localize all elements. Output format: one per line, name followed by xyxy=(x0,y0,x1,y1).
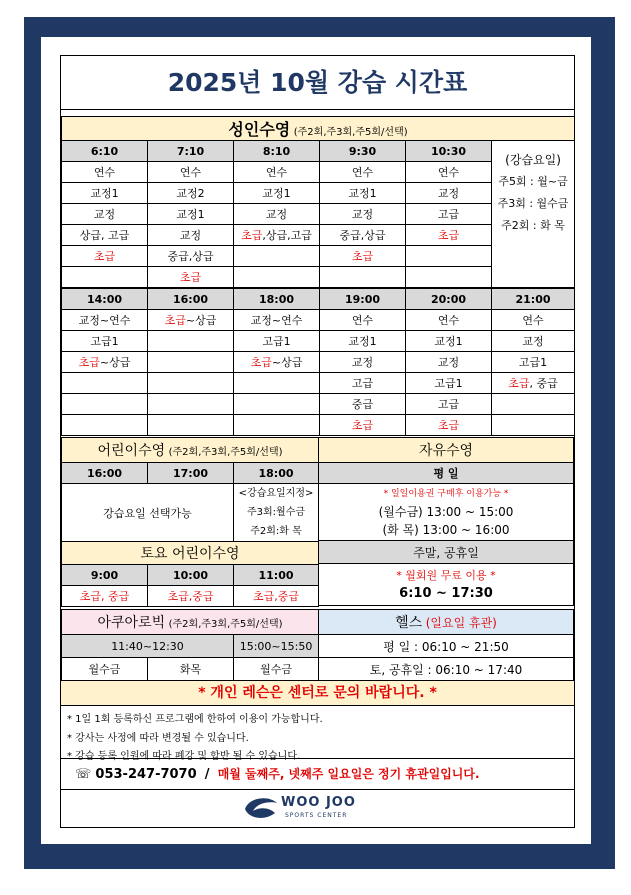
morning-class: 교정 xyxy=(406,183,492,204)
free-weekend-note: * 월회원 무료 이용 * xyxy=(396,568,496,582)
morning-class: 초급 xyxy=(406,225,492,246)
morning-time: 7:10 xyxy=(148,141,234,162)
evening-class: 교정 xyxy=(320,352,406,373)
logo xyxy=(241,793,401,823)
kids-time: 17:00 xyxy=(148,463,234,484)
aerobic-section-header xyxy=(62,610,319,635)
note-line: * 1일 1회 등록하신 프로그램에 한하여 이용이 가능합니다. xyxy=(67,714,323,725)
lesson-banner: * 개인 레슨은 센터로 문의 바랍니다. * xyxy=(61,680,574,706)
evening-class: 중급 xyxy=(320,394,406,415)
saturday-section-header xyxy=(62,542,319,565)
morning-class: 교정 xyxy=(148,225,234,246)
evening-class xyxy=(148,331,234,352)
evening-class: 고급 xyxy=(320,373,406,394)
kids-title: 어린이수영 xyxy=(97,443,166,459)
aerobic-time: 11:40~12:30 xyxy=(62,635,234,658)
footer xyxy=(61,758,574,790)
health-section-header xyxy=(319,610,574,635)
morning-class: 교정2 xyxy=(148,183,234,204)
evening-class: 교정1 xyxy=(320,331,406,352)
aerobic-title: 아쿠아로빅 xyxy=(97,615,166,631)
evening-class xyxy=(234,373,320,394)
lesson-days-line: 주2회 : 화 목 xyxy=(501,219,565,232)
evening-class: 교정 xyxy=(406,352,492,373)
free-weekday-info xyxy=(319,484,574,541)
evening-class: 고급1 xyxy=(62,331,148,352)
evening-class xyxy=(148,352,234,373)
morning-class: 교정1 xyxy=(320,183,406,204)
morning-class: 연수 xyxy=(406,162,492,183)
lesson-days-line: 주3회 : 월수금 xyxy=(497,197,569,210)
aerobic-days: 월수금 xyxy=(234,658,319,681)
morning-class: 연수 xyxy=(62,162,148,183)
saturday-time: 9:00 xyxy=(62,565,148,586)
logo-mark-icon xyxy=(241,793,281,823)
free-title: 자유수영 xyxy=(418,443,474,459)
morning-class: 중급,상급 xyxy=(148,246,234,267)
morning-class: 교정1 xyxy=(234,183,320,204)
evening-time: 19:00 xyxy=(320,289,406,310)
kids-section-header xyxy=(62,438,319,463)
evening-class xyxy=(148,394,234,415)
morning-class xyxy=(234,246,320,267)
health-subtitle: (일요일 휴관) xyxy=(425,616,497,630)
lesson-days-line: (강습요일) xyxy=(505,153,561,167)
adult-evening-table xyxy=(61,288,575,436)
kids-day-choice: 강습요일 선택가능 xyxy=(62,484,234,542)
morning-class xyxy=(320,267,406,288)
evening-class xyxy=(62,394,148,415)
kids-table xyxy=(61,437,319,607)
evening-class xyxy=(148,373,234,394)
saturday-time: 10:00 xyxy=(148,565,234,586)
evening-class: 초급~상급 xyxy=(62,352,148,373)
adult-subtitle: (주2회,주3회,주5회/선택) xyxy=(293,127,408,138)
note-line: * 강사는 사정에 따라 변경될 수 있습니다. xyxy=(67,733,249,744)
aerobic-table xyxy=(61,609,319,681)
morning-class: 교정1 xyxy=(148,204,234,225)
free-weekend-label: 주말, 공휴일 xyxy=(319,541,574,564)
evening-class: 연수 xyxy=(406,310,492,331)
page-title: 2025년 10월 강습 시간표 xyxy=(61,56,574,110)
evening-class: 고급1 xyxy=(234,331,320,352)
evening-time: 20:00 xyxy=(406,289,492,310)
aerobic-time: 15:00~15:50 xyxy=(234,635,319,658)
free-weekday-label: 평 일 xyxy=(319,463,574,484)
morning-class: 상급, 고급 xyxy=(62,225,148,246)
evening-class: 초급 xyxy=(320,415,406,436)
kids-fixed-line: 주2회:화 목 xyxy=(250,526,302,537)
adult-title: 성인수영 xyxy=(228,120,291,139)
free-line: (월수금) 13:00 ~ 15:00 xyxy=(378,505,514,519)
evening-class xyxy=(492,394,575,415)
saturday-level: 초급, 중급 xyxy=(62,586,148,607)
evening-class xyxy=(148,415,234,436)
logo-name: WOO JOO xyxy=(281,795,356,810)
morning-class xyxy=(406,246,492,267)
closed-notice: 매월 둘째주, 넷째주 일요일은 정기 휴관일입니다. xyxy=(217,767,480,781)
aerobic-subtitle: (주2회,주3회,주5회/선택) xyxy=(168,619,283,630)
evening-time: 18:00 xyxy=(234,289,320,310)
evening-class: 교정 xyxy=(492,331,575,352)
evening-class: 연수 xyxy=(320,310,406,331)
evening-class xyxy=(62,415,148,436)
phone-number: 053-247-7070 xyxy=(95,767,197,782)
kids-fixed-days xyxy=(234,484,319,542)
evening-time: 21:00 xyxy=(492,289,575,310)
morning-class xyxy=(406,267,492,288)
health-line: 토, 공휴일 : 06:10 ~ 17:40 xyxy=(319,658,574,681)
saturday-title: 토요 어린이수영 xyxy=(140,546,240,562)
free-swim-table xyxy=(318,437,574,606)
evening-class: 초급~상급 xyxy=(148,310,234,331)
free-weekend-time: 6:10 ~ 17:30 xyxy=(399,585,493,601)
note-line: * 강습 등록 인원에 따라 폐강 및 합반 될 수 있습니다. xyxy=(67,751,301,762)
evening-class xyxy=(492,415,575,436)
kids-time: 16:00 xyxy=(62,463,148,484)
evening-time: 16:00 xyxy=(148,289,234,310)
health-line: 평 일 : 06:10 ~ 21:50 xyxy=(319,635,574,658)
evening-class xyxy=(62,373,148,394)
aerobic-days: 월수금 xyxy=(62,658,148,681)
evening-class: 초급 xyxy=(406,415,492,436)
morning-class: 교정 xyxy=(320,204,406,225)
evening-class: 고급1 xyxy=(406,373,492,394)
evening-time: 14:00 xyxy=(62,289,148,310)
morning-class: 교정 xyxy=(234,204,320,225)
morning-class xyxy=(234,267,320,288)
adult-section-header xyxy=(62,117,575,141)
free-note: * 일일이용권 구매후 이용가능 * xyxy=(383,489,509,499)
kids-time: 18:00 xyxy=(234,463,319,484)
morning-time: 8:10 xyxy=(234,141,320,162)
adult-morning-table xyxy=(61,116,575,288)
morning-class: 초급 xyxy=(148,267,234,288)
morning-class: 중급,상급 xyxy=(320,225,406,246)
saturday-time: 11:00 xyxy=(234,565,319,586)
morning-time: 10:30 xyxy=(406,141,492,162)
evening-class: 교정~연수 xyxy=(234,310,320,331)
evening-class: 초급~상급 xyxy=(234,352,320,373)
morning-class: 초급,상급,고급 xyxy=(234,225,320,246)
phone-icon: ☏ xyxy=(75,767,92,782)
logo-sub: SPORTS CENTER xyxy=(285,812,348,819)
morning-class: 교정 xyxy=(62,204,148,225)
free-line: (화 목) 13:00 ~ 16:00 xyxy=(382,523,510,537)
evening-class: 초급, 중급 xyxy=(492,373,575,394)
evening-class xyxy=(234,415,320,436)
free-weekend-info xyxy=(319,564,574,606)
morning-class: 초급 xyxy=(320,246,406,267)
aerobic-days: 화목 xyxy=(148,658,234,681)
kids-fixed-line: 주3회:월수금 xyxy=(246,507,306,518)
morning-class xyxy=(62,267,148,288)
evening-class: 교정1 xyxy=(406,331,492,352)
kids-fixed-line: <강습요일지정> xyxy=(238,488,314,499)
schedule-sheet xyxy=(60,55,575,828)
free-section-header xyxy=(319,438,574,463)
evening-class: 고급1 xyxy=(492,352,575,373)
morning-class: 연수 xyxy=(320,162,406,183)
morning-class: 교정1 xyxy=(62,183,148,204)
lesson-days-line: 주5회 : 월~금 xyxy=(498,175,568,188)
morning-class: 연수 xyxy=(148,162,234,183)
saturday-level: 초급,중급 xyxy=(148,586,234,607)
health-title: 헬스 xyxy=(395,615,423,631)
evening-class xyxy=(234,394,320,415)
morning-class: 고급 xyxy=(406,204,492,225)
health-table xyxy=(318,609,574,681)
kids-subtitle: (주2회,주3회,주5회/선택) xyxy=(168,447,283,458)
evening-class: 고급 xyxy=(406,394,492,415)
evening-class: 교정~연수 xyxy=(62,310,148,331)
saturday-level: 초급,중급 xyxy=(234,586,319,607)
lesson-days-info xyxy=(492,141,575,288)
evening-class: 연수 xyxy=(492,310,575,331)
morning-class: 연수 xyxy=(234,162,320,183)
footer-separator: / xyxy=(204,767,210,782)
morning-class: 초급 xyxy=(62,246,148,267)
morning-time: 9:30 xyxy=(320,141,406,162)
morning-time: 6:10 xyxy=(62,141,148,162)
